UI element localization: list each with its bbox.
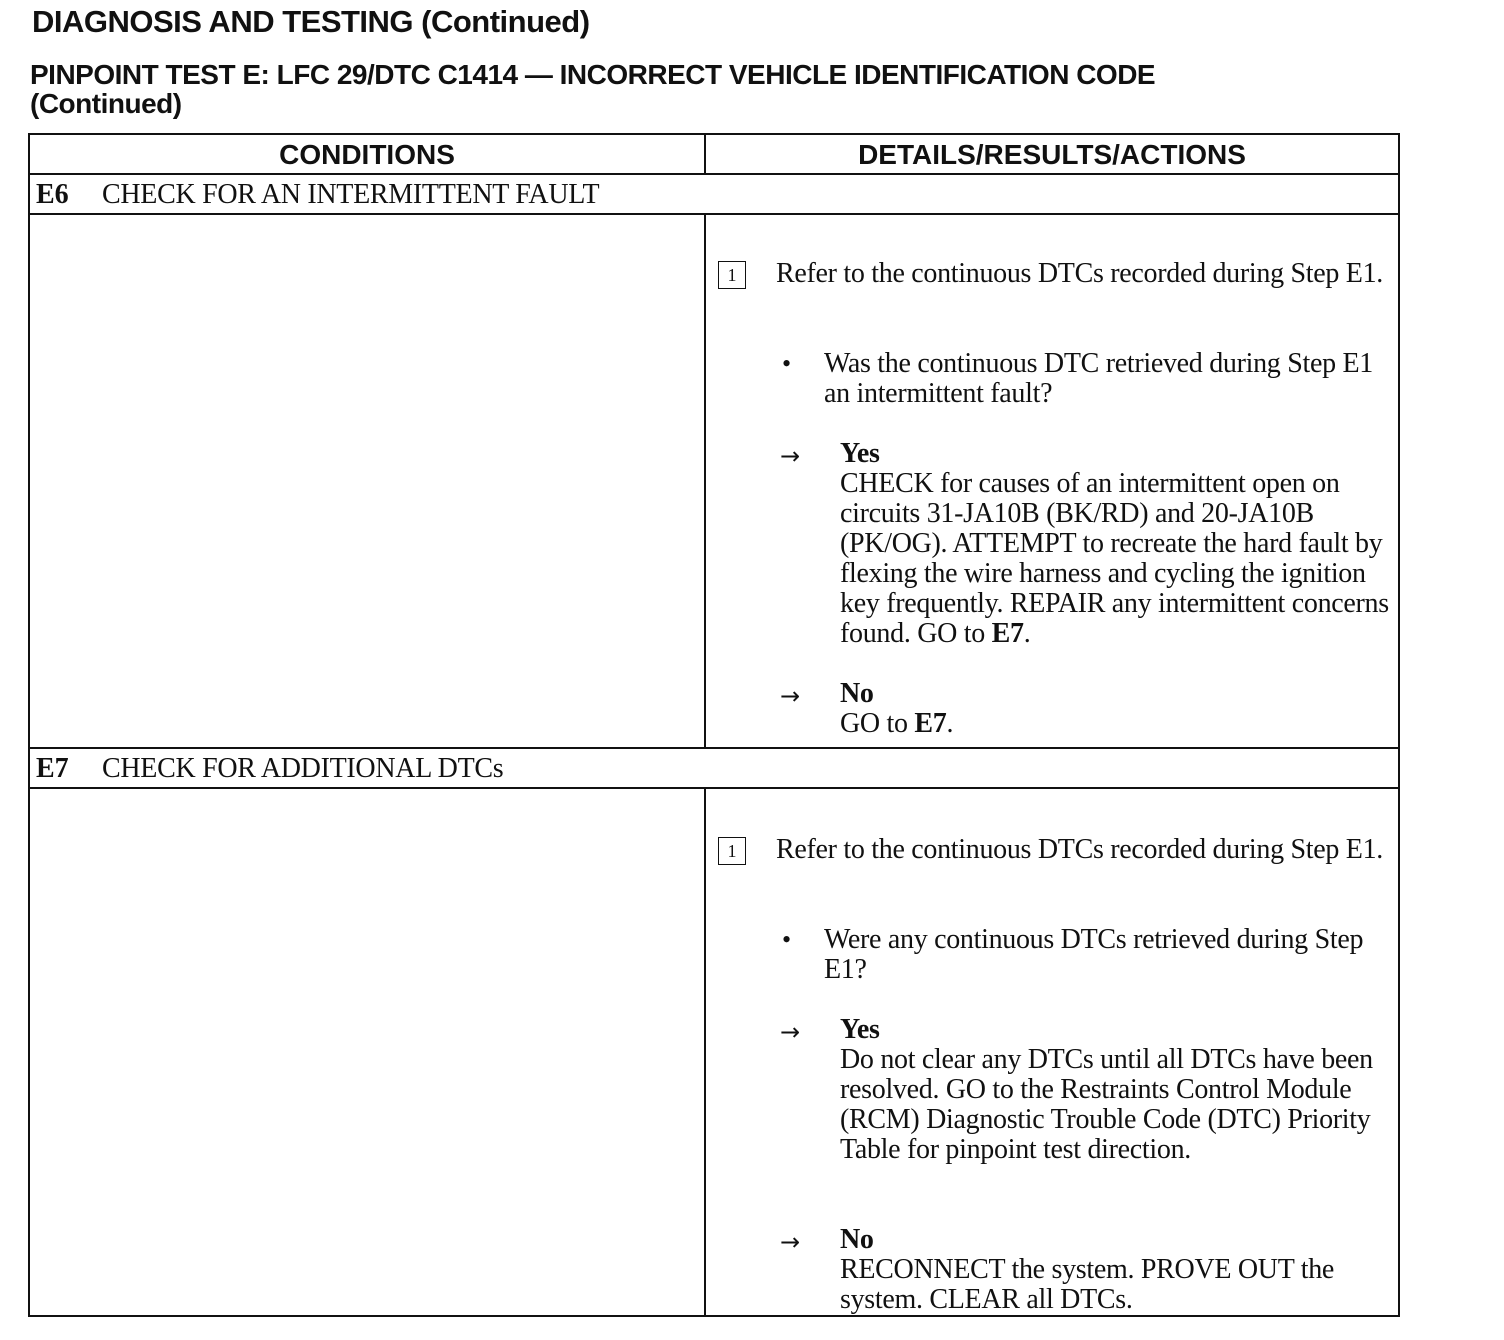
- conditions-cell: [30, 789, 706, 1315]
- details-cell: [706, 215, 1398, 747]
- answer-no: [840, 679, 1396, 739]
- step-row-e7: [30, 749, 1398, 789]
- conditions-header: CONDITIONS: [30, 135, 706, 175]
- no-label: No: [840, 678, 874, 709]
- step-body-e7: [30, 789, 1398, 1315]
- conditions-cell: [30, 215, 706, 747]
- bullet-icon: •: [782, 349, 792, 378]
- no-text: RECONNECT the system. PROVE OUT the system. CLEAR all DTCs.: [840, 1254, 1335, 1315]
- yes-label: Yes: [840, 1014, 880, 1045]
- arrow-right-icon: →: [780, 1018, 801, 1046]
- step-title: CHECK FOR ADDITIONAL DTCs: [102, 753, 504, 784]
- step-number-box: 1: [718, 261, 746, 289]
- details-cell: [706, 789, 1398, 1315]
- answer-yes: [840, 1015, 1396, 1165]
- yes-text: Do not clear any DTCs until all DTCs have been resolved. GO to the Restraints Control Module (RCM) Diagnostic Trouble Code (DTC) Priority Table for pinpoint test direction.: [840, 1044, 1373, 1165]
- yes-label: Yes: [840, 438, 880, 469]
- page-heading: DIAGNOSIS AND TESTING (Continued): [32, 4, 590, 39]
- goto-step-ref: E7: [914, 708, 947, 739]
- details-header: DETAILS/RESULTS/ACTIONS: [706, 135, 1398, 175]
- no-text: GO to E7.: [840, 708, 954, 739]
- arrow-right-icon: →: [780, 1228, 801, 1256]
- goto-step-ref: E7: [991, 618, 1024, 649]
- answer-no: [840, 1225, 1396, 1315]
- step-instruction: Refer to the continuous DTCs recorded during Step E1.: [776, 258, 1383, 289]
- step-number-box: 1: [718, 837, 746, 865]
- yes-text: CHECK for causes of an intermittent open on circuits 31-JA10B (BK/RD) and 20-JA10B (PK/OG). ATTEMPT to recreate the hard fault by flexing the wire harness and cycling the ignition key frequently. REPAIR any intermittent concerns found. GO to E7.: [840, 468, 1389, 649]
- step-title: CHECK FOR AN INTERMITTENT FAULT: [102, 179, 600, 210]
- answer-yes: [840, 439, 1396, 649]
- arrow-right-icon: →: [780, 442, 801, 470]
- test-title-line1: PINPOINT TEST E: LFC 29/DTC C1414 — INCORRECT VEHICLE IDENTIFICATION CODE: [30, 59, 1156, 90]
- step-body-e6: [30, 215, 1398, 749]
- arrow-right-icon: →: [780, 682, 801, 710]
- no-label: No: [840, 1224, 874, 1255]
- step-question: Were any continuous DTCs retrieved during Step E1?: [824, 924, 1364, 985]
- bullet-icon: •: [782, 925, 792, 954]
- pinpoint-test-title: [30, 60, 1330, 118]
- step-question: Was the continuous DTC retrieved during Step E1 an intermittent fault?: [824, 348, 1373, 409]
- pinpoint-test-table: [28, 133, 1400, 1317]
- step-id: E7: [36, 753, 69, 784]
- step-row-e6: [30, 175, 1398, 215]
- step-id: E6: [36, 179, 69, 210]
- step-instruction: Refer to the continuous DTCs recorded during Step E1.: [776, 834, 1383, 865]
- test-title-line2: (Continued): [30, 88, 182, 119]
